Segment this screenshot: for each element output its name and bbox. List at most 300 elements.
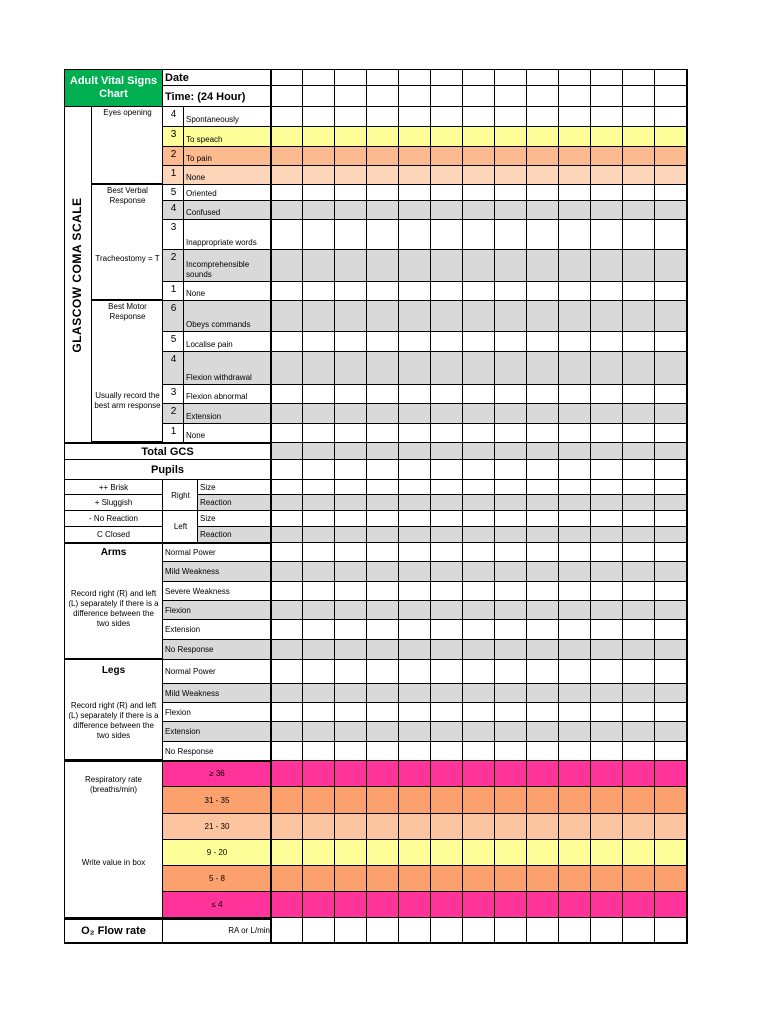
entry-cell[interactable]: [431, 201, 463, 220]
entry-cell[interactable]: [623, 127, 655, 147]
entry-cell[interactable]: [463, 640, 495, 660]
entry-cell[interactable]: [623, 424, 655, 443]
entry-cell[interactable]: [495, 640, 527, 660]
entry-cell[interactable]: [335, 107, 367, 127]
entry-cell[interactable]: [655, 814, 687, 840]
entry-cell[interactable]: [399, 495, 431, 511]
entry-cell[interactable]: [655, 352, 687, 385]
entry-cell[interactable]: [367, 424, 399, 443]
entry-cell[interactable]: [271, 620, 303, 640]
entry-cell[interactable]: [655, 840, 687, 866]
entry-cell[interactable]: [655, 282, 687, 301]
entry-cell[interactable]: [463, 332, 495, 352]
entry-cell[interactable]: [559, 460, 591, 480]
entry-cell[interactable]: [463, 787, 495, 814]
entry-cell[interactable]: [399, 527, 431, 543]
entry-cell[interactable]: [303, 250, 335, 282]
entry-cell[interactable]: [591, 107, 623, 127]
entry-cell[interactable]: [399, 424, 431, 443]
entry-cell[interactable]: [335, 742, 367, 761]
entry-cell[interactable]: [495, 787, 527, 814]
entry-cell[interactable]: [527, 511, 559, 527]
entry-cell[interactable]: [463, 814, 495, 840]
entry-cell[interactable]: [623, 107, 655, 127]
entry-cell[interactable]: [591, 543, 623, 562]
entry-cell[interactable]: [303, 201, 335, 220]
entry-cell[interactable]: [271, 640, 303, 660]
entry-cell[interactable]: [463, 424, 495, 443]
entry-cell[interactable]: [335, 582, 367, 601]
entry-cell[interactable]: [623, 660, 655, 684]
entry-cell[interactable]: [591, 703, 623, 722]
entry-cell[interactable]: [591, 722, 623, 742]
entry-cell[interactable]: [271, 562, 303, 582]
entry-cell[interactable]: [335, 220, 367, 250]
entry-cell[interactable]: [527, 166, 559, 185]
entry-cell[interactable]: [623, 147, 655, 166]
entry-cell[interactable]: [655, 892, 687, 918]
entry-cell[interactable]: [431, 385, 463, 404]
entry-cell[interactable]: [335, 562, 367, 582]
entry-cell[interactable]: [559, 385, 591, 404]
entry-cell[interactable]: [399, 684, 431, 703]
entry-cell[interactable]: [591, 301, 623, 332]
entry-cell[interactable]: [591, 511, 623, 527]
entry-cell[interactable]: [527, 480, 559, 495]
entry-cell[interactable]: [335, 684, 367, 703]
entry-cell[interactable]: [463, 460, 495, 480]
entry-cell[interactable]: [431, 742, 463, 761]
entry-cell[interactable]: [559, 127, 591, 147]
entry-cell[interactable]: [335, 620, 367, 640]
entry-cell[interactable]: [335, 601, 367, 620]
entry-cell[interactable]: [559, 562, 591, 582]
entry-cell[interactable]: [463, 527, 495, 543]
entry-cell[interactable]: [527, 352, 559, 385]
entry-cell[interactable]: [623, 332, 655, 352]
entry-cell[interactable]: [623, 166, 655, 185]
entry-cell[interactable]: [559, 86, 591, 107]
entry-cell[interactable]: [527, 127, 559, 147]
entry-cell[interactable]: [495, 601, 527, 620]
entry-cell[interactable]: [559, 761, 591, 787]
entry-cell[interactable]: [367, 620, 399, 640]
entry-cell[interactable]: [303, 892, 335, 918]
entry-cell[interactable]: [271, 250, 303, 282]
entry-cell[interactable]: [431, 185, 463, 201]
entry-cell[interactable]: [271, 460, 303, 480]
entry-cell[interactable]: [303, 107, 335, 127]
entry-cell[interactable]: [527, 620, 559, 640]
entry-cell[interactable]: [495, 892, 527, 918]
entry-cell[interactable]: [399, 582, 431, 601]
entry-cell[interactable]: [559, 601, 591, 620]
entry-cell[interactable]: [303, 640, 335, 660]
entry-cell[interactable]: [495, 385, 527, 404]
entry-cell[interactable]: [591, 352, 623, 385]
entry-cell[interactable]: [495, 201, 527, 220]
entry-cell[interactable]: [559, 404, 591, 424]
entry-cell[interactable]: [335, 86, 367, 107]
entry-cell[interactable]: [335, 814, 367, 840]
entry-cell[interactable]: [495, 814, 527, 840]
entry-cell[interactable]: [399, 640, 431, 660]
entry-cell[interactable]: [271, 601, 303, 620]
entry-cell[interactable]: [527, 282, 559, 301]
entry-cell[interactable]: [559, 220, 591, 250]
entry-cell[interactable]: [655, 250, 687, 282]
entry-cell[interactable]: [591, 684, 623, 703]
entry-cell[interactable]: [367, 480, 399, 495]
entry-cell[interactable]: [495, 220, 527, 250]
entry-cell[interactable]: [367, 866, 399, 892]
entry-cell[interactable]: [527, 601, 559, 620]
entry-cell[interactable]: [335, 840, 367, 866]
entry-cell[interactable]: [623, 86, 655, 107]
entry-cell[interactable]: [495, 703, 527, 722]
entry-cell[interactable]: [655, 404, 687, 424]
entry-cell[interactable]: [399, 332, 431, 352]
entry-cell[interactable]: [655, 185, 687, 201]
entry-cell[interactable]: [335, 424, 367, 443]
entry-cell[interactable]: [623, 761, 655, 787]
entry-cell[interactable]: [591, 840, 623, 866]
entry-cell[interactable]: [431, 814, 463, 840]
entry-cell[interactable]: [271, 814, 303, 840]
entry-cell[interactable]: [655, 511, 687, 527]
entry-cell[interactable]: [591, 404, 623, 424]
entry-cell[interactable]: [655, 332, 687, 352]
entry-cell[interactable]: [271, 703, 303, 722]
entry-cell[interactable]: [303, 385, 335, 404]
entry-cell[interactable]: [399, 166, 431, 185]
entry-cell[interactable]: [559, 787, 591, 814]
entry-cell[interactable]: [399, 511, 431, 527]
entry-cell[interactable]: [431, 495, 463, 511]
entry-cell[interactable]: [271, 787, 303, 814]
entry-cell[interactable]: [399, 282, 431, 301]
entry-cell[interactable]: [463, 761, 495, 787]
entry-cell[interactable]: [367, 660, 399, 684]
entry-cell[interactable]: [367, 787, 399, 814]
entry-cell[interactable]: [591, 495, 623, 511]
entry-cell[interactable]: [271, 127, 303, 147]
entry-cell[interactable]: [303, 69, 335, 86]
entry-cell[interactable]: [655, 640, 687, 660]
entry-cell[interactable]: [655, 495, 687, 511]
entry-cell[interactable]: [431, 703, 463, 722]
entry-cell[interactable]: [495, 443, 527, 460]
entry-cell[interactable]: [335, 352, 367, 385]
entry-cell[interactable]: [591, 892, 623, 918]
entry-cell[interactable]: [495, 495, 527, 511]
entry-cell[interactable]: [463, 220, 495, 250]
entry-cell[interactable]: [655, 166, 687, 185]
entry-cell[interactable]: [431, 601, 463, 620]
entry-cell[interactable]: [559, 166, 591, 185]
entry-cell[interactable]: [431, 301, 463, 332]
entry-cell[interactable]: [335, 185, 367, 201]
entry-cell[interactable]: [591, 562, 623, 582]
entry-cell[interactable]: [527, 582, 559, 601]
entry-cell[interactable]: [495, 543, 527, 562]
entry-cell[interactable]: [495, 722, 527, 742]
entry-cell[interactable]: [367, 166, 399, 185]
entry-cell[interactable]: [271, 332, 303, 352]
entry-cell[interactable]: [623, 69, 655, 86]
entry-cell[interactable]: [271, 185, 303, 201]
entry-cell[interactable]: [495, 282, 527, 301]
entry-cell[interactable]: [335, 69, 367, 86]
entry-cell[interactable]: [431, 332, 463, 352]
entry-cell[interactable]: [271, 495, 303, 511]
entry-cell[interactable]: [527, 107, 559, 127]
entry-cell[interactable]: [335, 282, 367, 301]
entry-cell[interactable]: [399, 918, 431, 943]
entry-cell[interactable]: [591, 866, 623, 892]
entry-cell[interactable]: [591, 424, 623, 443]
entry-cell[interactable]: [271, 404, 303, 424]
entry-cell[interactable]: [335, 866, 367, 892]
entry-cell[interactable]: [527, 787, 559, 814]
entry-cell[interactable]: [559, 892, 591, 918]
entry-cell[interactable]: [367, 582, 399, 601]
entry-cell[interactable]: [431, 640, 463, 660]
entry-cell[interactable]: [495, 127, 527, 147]
entry-cell[interactable]: [303, 543, 335, 562]
entry-cell[interactable]: [495, 185, 527, 201]
entry-cell[interactable]: [399, 127, 431, 147]
entry-cell[interactable]: [303, 147, 335, 166]
entry-cell[interactable]: [367, 107, 399, 127]
entry-cell[interactable]: [495, 742, 527, 761]
entry-cell[interactable]: [559, 620, 591, 640]
entry-cell[interactable]: [559, 866, 591, 892]
entry-cell[interactable]: [623, 684, 655, 703]
entry-cell[interactable]: [271, 69, 303, 86]
entry-cell[interactable]: [431, 220, 463, 250]
entry-cell[interactable]: [431, 460, 463, 480]
entry-cell[interactable]: [591, 601, 623, 620]
entry-cell[interactable]: [527, 640, 559, 660]
entry-cell[interactable]: [431, 107, 463, 127]
entry-cell[interactable]: [623, 918, 655, 943]
entry-cell[interactable]: [303, 495, 335, 511]
entry-cell[interactable]: [367, 495, 399, 511]
entry-cell[interactable]: [495, 250, 527, 282]
entry-cell[interactable]: [271, 511, 303, 527]
entry-cell[interactable]: [495, 86, 527, 107]
entry-cell[interactable]: [303, 620, 335, 640]
entry-cell[interactable]: [367, 69, 399, 86]
entry-cell[interactable]: [367, 332, 399, 352]
entry-cell[interactable]: [623, 601, 655, 620]
entry-cell[interactable]: [431, 127, 463, 147]
entry-cell[interactable]: [367, 511, 399, 527]
entry-cell[interactable]: [399, 220, 431, 250]
entry-cell[interactable]: [367, 404, 399, 424]
entry-cell[interactable]: [655, 86, 687, 107]
entry-cell[interactable]: [463, 866, 495, 892]
entry-cell[interactable]: [655, 660, 687, 684]
entry-cell[interactable]: [399, 742, 431, 761]
entry-cell[interactable]: [367, 742, 399, 761]
entry-cell[interactable]: [271, 107, 303, 127]
entry-cell[interactable]: [527, 761, 559, 787]
entry-cell[interactable]: [591, 918, 623, 943]
entry-cell[interactable]: [623, 742, 655, 761]
entry-cell[interactable]: [367, 185, 399, 201]
entry-cell[interactable]: [655, 424, 687, 443]
entry-cell[interactable]: [591, 443, 623, 460]
entry-cell[interactable]: [559, 250, 591, 282]
entry-cell[interactable]: [655, 703, 687, 722]
entry-cell[interactable]: [399, 761, 431, 787]
entry-cell[interactable]: [559, 352, 591, 385]
entry-cell[interactable]: [655, 722, 687, 742]
entry-cell[interactable]: [303, 582, 335, 601]
entry-cell[interactable]: [655, 866, 687, 892]
entry-cell[interactable]: [591, 460, 623, 480]
entry-cell[interactable]: [591, 220, 623, 250]
entry-cell[interactable]: [655, 201, 687, 220]
entry-cell[interactable]: [399, 443, 431, 460]
entry-cell[interactable]: [623, 480, 655, 495]
entry-cell[interactable]: [399, 620, 431, 640]
entry-cell[interactable]: [495, 660, 527, 684]
entry-cell[interactable]: [591, 742, 623, 761]
entry-cell[interactable]: [271, 166, 303, 185]
entry-cell[interactable]: [527, 147, 559, 166]
entry-cell[interactable]: [623, 892, 655, 918]
entry-cell[interactable]: [399, 866, 431, 892]
entry-cell[interactable]: [303, 511, 335, 527]
entry-cell[interactable]: [463, 201, 495, 220]
entry-cell[interactable]: [335, 385, 367, 404]
entry-cell[interactable]: [655, 787, 687, 814]
entry-cell[interactable]: [623, 703, 655, 722]
entry-cell[interactable]: [431, 684, 463, 703]
entry-cell[interactable]: [591, 527, 623, 543]
entry-cell[interactable]: [303, 761, 335, 787]
entry-cell[interactable]: [559, 640, 591, 660]
entry-cell[interactable]: [527, 460, 559, 480]
entry-cell[interactable]: [463, 684, 495, 703]
entry-cell[interactable]: [623, 620, 655, 640]
entry-cell[interactable]: [367, 385, 399, 404]
entry-cell[interactable]: [367, 527, 399, 543]
entry-cell[interactable]: [559, 814, 591, 840]
entry-cell[interactable]: [367, 543, 399, 562]
entry-cell[interactable]: [271, 892, 303, 918]
entry-cell[interactable]: [495, 147, 527, 166]
entry-cell[interactable]: [527, 220, 559, 250]
entry-cell[interactable]: [463, 660, 495, 684]
entry-cell[interactable]: [655, 107, 687, 127]
entry-cell[interactable]: [271, 86, 303, 107]
entry-cell[interactable]: [335, 250, 367, 282]
entry-cell[interactable]: [303, 460, 335, 480]
entry-cell[interactable]: [335, 511, 367, 527]
entry-cell[interactable]: [303, 332, 335, 352]
entry-cell[interactable]: [527, 814, 559, 840]
entry-cell[interactable]: [655, 543, 687, 562]
entry-cell[interactable]: [527, 424, 559, 443]
entry-cell[interactable]: [271, 543, 303, 562]
entry-cell[interactable]: [303, 787, 335, 814]
entry-cell[interactable]: [591, 127, 623, 147]
entry-cell[interactable]: [495, 620, 527, 640]
entry-cell[interactable]: [559, 301, 591, 332]
entry-cell[interactable]: [271, 147, 303, 166]
entry-cell[interactable]: [399, 86, 431, 107]
entry-cell[interactable]: [431, 761, 463, 787]
entry-cell[interactable]: [463, 301, 495, 332]
entry-cell[interactable]: [271, 220, 303, 250]
entry-cell[interactable]: [431, 443, 463, 460]
entry-cell[interactable]: [527, 660, 559, 684]
entry-cell[interactable]: [335, 166, 367, 185]
entry-cell[interactable]: [623, 443, 655, 460]
entry-cell[interactable]: [527, 918, 559, 943]
entry-cell[interactable]: [591, 201, 623, 220]
entry-cell[interactable]: [399, 201, 431, 220]
entry-cell[interactable]: [591, 86, 623, 107]
entry-cell[interactable]: [399, 722, 431, 742]
entry-cell[interactable]: [559, 185, 591, 201]
entry-cell[interactable]: [463, 385, 495, 404]
entry-cell[interactable]: [335, 918, 367, 943]
entry-cell[interactable]: [367, 86, 399, 107]
entry-cell[interactable]: [623, 814, 655, 840]
entry-cell[interactable]: [303, 703, 335, 722]
entry-cell[interactable]: [271, 684, 303, 703]
entry-cell[interactable]: [303, 301, 335, 332]
entry-cell[interactable]: [527, 722, 559, 742]
entry-cell[interactable]: [335, 127, 367, 147]
entry-cell[interactable]: [271, 527, 303, 543]
entry-cell[interactable]: [399, 301, 431, 332]
entry-cell[interactable]: [559, 107, 591, 127]
entry-cell[interactable]: [271, 480, 303, 495]
entry-cell[interactable]: [431, 787, 463, 814]
entry-cell[interactable]: [655, 69, 687, 86]
entry-cell[interactable]: [399, 787, 431, 814]
entry-cell[interactable]: [335, 640, 367, 660]
entry-cell[interactable]: [303, 722, 335, 742]
entry-cell[interactable]: [559, 918, 591, 943]
entry-cell[interactable]: [495, 761, 527, 787]
entry-cell[interactable]: [527, 385, 559, 404]
entry-cell[interactable]: [623, 495, 655, 511]
entry-cell[interactable]: [655, 460, 687, 480]
entry-cell[interactable]: [431, 86, 463, 107]
entry-cell[interactable]: [367, 684, 399, 703]
entry-cell[interactable]: [463, 185, 495, 201]
entry-cell[interactable]: [463, 404, 495, 424]
entry-cell[interactable]: [623, 582, 655, 601]
entry-cell[interactable]: [527, 543, 559, 562]
entry-cell[interactable]: [271, 443, 303, 460]
entry-cell[interactable]: [559, 840, 591, 866]
entry-cell[interactable]: [559, 201, 591, 220]
entry-cell[interactable]: [655, 527, 687, 543]
entry-cell[interactable]: [655, 127, 687, 147]
entry-cell[interactable]: [367, 918, 399, 943]
entry-cell[interactable]: [559, 742, 591, 761]
entry-cell[interactable]: [495, 527, 527, 543]
entry-cell[interactable]: [559, 660, 591, 684]
